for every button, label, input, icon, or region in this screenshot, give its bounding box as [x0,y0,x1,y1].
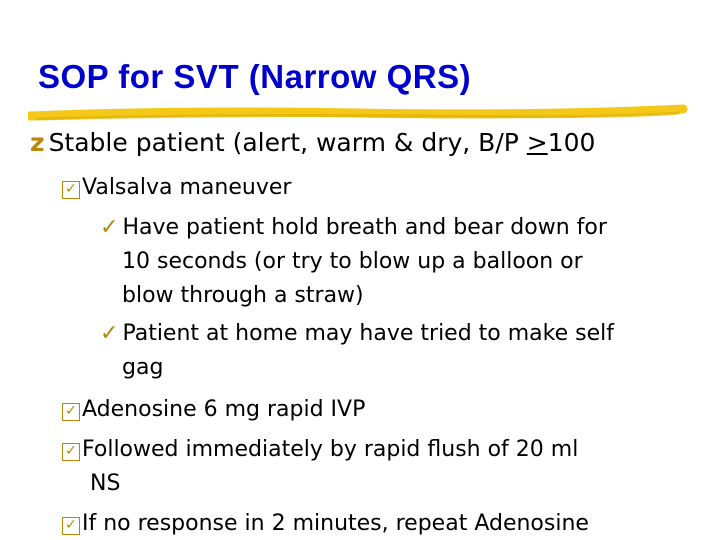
stable-text: Stable patient (alert, warm & dry, B/P [48,128,527,157]
adenosine-text: Adenosine 6 mg rapid IVP [82,397,366,422]
bullet-repeat [62,511,589,537]
checkmark-icon: ✓ [100,321,119,346]
check-item-self-gag-cont [122,355,163,381]
flush-line1: Followed immediately by rapid flush of 20 ml [82,437,579,462]
title-underline [28,104,688,124]
bullet-flush-cont [90,471,120,497]
bullet-valsalva [62,175,291,201]
y-bullet-icon: ✓ [62,517,80,535]
check1-line3: blow through a straw) [122,283,364,308]
checkmark-icon: ✓ [100,215,119,240]
bullet-flush [62,437,578,463]
y-bullet-icon: ✓ [62,181,80,199]
stable-value: 100 [547,128,596,157]
repeat-text: If no response in 2 minutes, repeat Adenosine [82,511,589,536]
check1-line2: 10 seconds (or try to blow up a balloon or [122,249,583,274]
flush-line2: NS [90,471,121,496]
y-bullet-icon: ✓ [62,443,80,461]
valsalva-text: Valsalva maneuver [82,175,292,200]
check-item-hold-breath-cont [122,249,583,275]
bullet-stable-patient [30,128,595,157]
check-item-hold-breath [100,215,607,241]
z-bullet-icon: z [30,128,45,157]
ge-symbol: > [526,128,548,157]
slide-title: SOP for SVT (Narrow QRS) [38,58,472,95]
check2-line1: Patient at home may have tried to make self [122,321,614,346]
bullet-adenosine [62,397,365,423]
check1-line1: Have patient hold breath and bear down for [122,215,607,240]
check2-line2: gag [122,355,164,380]
check-item-self-gag [100,321,614,347]
y-bullet-icon: ✓ [62,403,80,421]
check-item-hold-breath-cont2 [122,283,364,309]
